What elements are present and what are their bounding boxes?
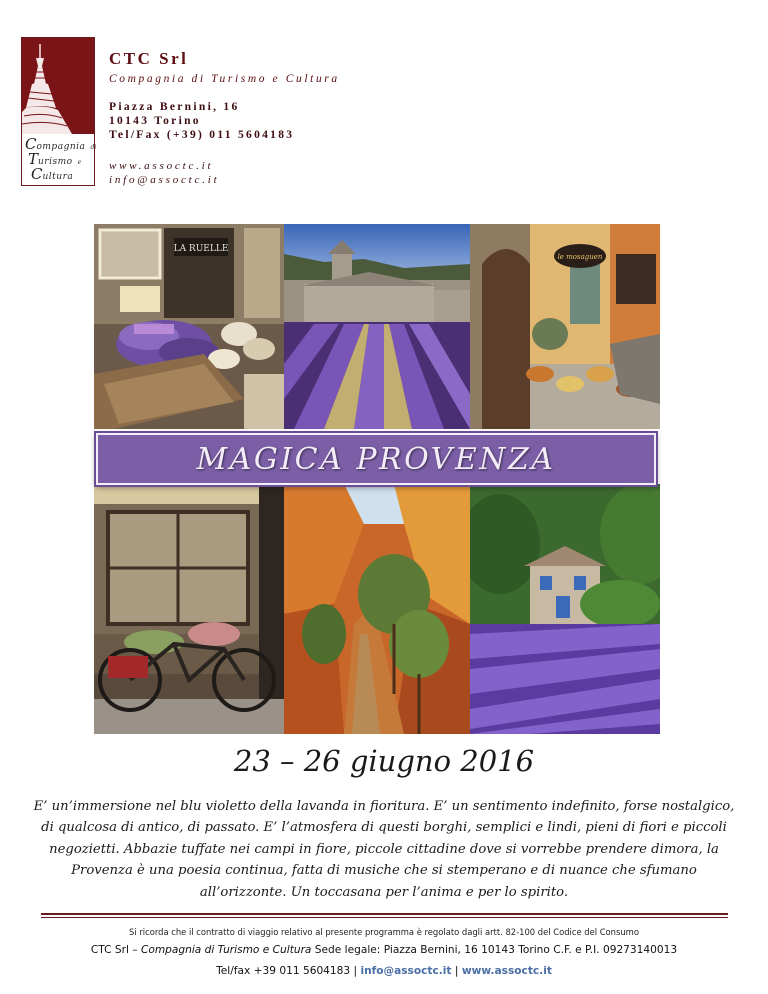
tour-dates: 23 – 26 giugno 2016	[233, 744, 535, 778]
address-street: Piazza Bernini, 16	[109, 101, 240, 113]
mole-antonelliana-logo-icon	[22, 38, 94, 134]
footer-contact-line	[0, 965, 768, 977]
photo-ochre-canyon	[284, 484, 470, 734]
photo-village-street	[470, 224, 660, 429]
company-address	[109, 100, 294, 142]
company-header	[109, 49, 340, 85]
tour-description: E’ un’immersione nel blu violetto della lavanda in fioritura. E’ un sentimento indefinito, forse nostalgico, di qualcosa di antico, di passato. E’ l’atmosfera di questi borghi, semplici e lindi, pieni di fiori e piccoli negozietti. Abbazie tuffate nei campi in fiore, piccole cittadine dove si vorrebbe prendere dimora, la Provenza è una poesia continua, fatta di musiche che si stemperano e di nuance che sfumano all’orizzonte. Un toccasana per l’anima e per lo spirito.	[33, 799, 735, 900]
footer-company-subtitle: Compagnia di Turismo e Cultura	[140, 944, 312, 956]
footer-divider-thin	[41, 917, 728, 918]
company-logo	[21, 37, 95, 186]
logo-line-cultura: Cultura	[31, 165, 74, 183]
logo-wordmark	[22, 134, 97, 185]
email-link[interactable]: info@assoctc.it	[109, 174, 220, 186]
footer-separator: |	[451, 965, 462, 977]
village-sign-text: le mosaguen	[557, 253, 603, 261]
footer-website-link[interactable]: www.assoctc.it	[461, 965, 552, 977]
photo-bicycle-shopfront	[94, 484, 284, 734]
address-phone: Tel/Fax (+39) 011 5604183	[109, 129, 295, 141]
footer-email-link[interactable]: info@assoctc.it	[360, 965, 452, 977]
company-name: CTC Srl	[109, 49, 189, 68]
photo-abbey-lavender	[284, 224, 470, 429]
photo-lavender-shop	[94, 224, 284, 429]
logo-line-compagnia: Compagnia di	[25, 135, 97, 153]
footer-company-name: CTC Srl –	[90, 944, 141, 956]
shop-sign-text: LA RUELLE	[173, 244, 229, 254]
photo-lavender-house	[470, 484, 660, 734]
company-subtitle: Compagnia di Turismo e Cultura	[109, 73, 340, 85]
footer-divider	[41, 913, 728, 915]
company-contacts	[109, 159, 219, 187]
address-city: 10143 Torino	[109, 115, 201, 127]
website-link[interactable]: www.assoctc.it	[109, 160, 214, 172]
logo-line-turismo: Turismo e	[28, 150, 82, 168]
legal-note: Si ricorda che il contratto di viaggio relativo al presente programma è regolato dagli artt. 82-100 del Codice del Consumo	[129, 927, 639, 937]
footer-phone: Tel/fax +39 011 5604183 |	[216, 965, 361, 977]
footer-company-line	[0, 944, 768, 956]
title-banner	[96, 433, 656, 485]
footer-legal-address: Sede legale: Piazza Bernini, 16 10143 Torino C.F. e P.I. 09273140013	[311, 944, 678, 956]
tour-title: MAGICA PROVENZA	[196, 441, 556, 477]
